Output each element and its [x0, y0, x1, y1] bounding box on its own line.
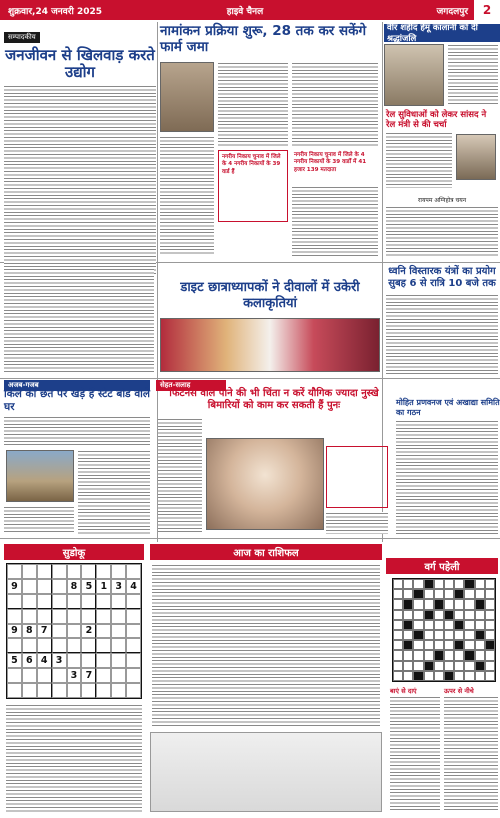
crossword-cell: [393, 579, 403, 589]
sudoku-cell: [81, 653, 96, 668]
sudoku-cell: [81, 638, 96, 653]
crossword-cell: [444, 589, 454, 599]
sudoku-cell: [111, 638, 126, 653]
crossword-cell: [475, 579, 485, 589]
lead-callout-secondary: नगरीय निकाय चुनाव में जिले के 4 नगरीय निकायों के 39 वार्डों में 41 हजार 139 मतदाता: [294, 152, 367, 173]
crossword-cell: [434, 579, 444, 589]
sudoku-cell: [67, 624, 82, 639]
crossword-cell: [485, 599, 495, 609]
sudoku-cell: [81, 683, 96, 698]
crossword-cell: [434, 661, 444, 671]
crossword-cell: [475, 661, 485, 671]
crossword-cell: [403, 630, 413, 640]
lower-left-body-text: [78, 450, 150, 534]
crossword-cell: [413, 589, 423, 599]
sudoku-cell: [96, 609, 111, 624]
crossword-cell: [424, 661, 434, 671]
crossword-cell: [413, 630, 423, 640]
crossword-cell: [444, 620, 454, 630]
crossword-cell: [403, 599, 413, 609]
sudoku-cell: [111, 594, 126, 609]
crossword-cell: [424, 579, 434, 589]
crossword-cell: [393, 640, 403, 650]
sudoku-cell: 7: [37, 624, 52, 639]
sudoku-cell: [126, 683, 141, 698]
sudoku-cell: [126, 668, 141, 683]
crossword-cell: [454, 661, 464, 671]
crossword-cell: [454, 599, 464, 609]
crossword-cell: [403, 650, 413, 660]
right-lower-body-text: [396, 420, 498, 534]
edition-city: जगदलपुर: [436, 6, 468, 17]
lower-middle-body-text: [158, 418, 202, 534]
crossword-cell: [434, 630, 444, 640]
crossword-cell: [444, 579, 454, 589]
crossword-cell: [464, 630, 474, 640]
crossword-cell: [403, 661, 413, 671]
crossword-cell: [424, 620, 434, 630]
crossword-cell: [485, 671, 495, 681]
sudoku-cell: 8: [67, 579, 82, 594]
crossword-cell: [434, 599, 444, 609]
sudoku-cell: [52, 638, 67, 653]
sudoku-title: सुडोकू: [4, 544, 144, 560]
right-lower-headline: मोहित प्रणवनज एवं अखाद्या समिति का गठन: [396, 398, 500, 417]
sudoku-cell: [7, 564, 22, 579]
crossword-cell: [393, 589, 403, 599]
crossword-cell: [444, 661, 454, 671]
sudoku-cell: [96, 638, 111, 653]
crossword-cell: [434, 650, 444, 660]
crossword-cell: [475, 599, 485, 609]
sudoku-cell: 4: [126, 579, 141, 594]
lower-left-body-text: [4, 506, 74, 534]
crossword-cell: [464, 610, 474, 620]
sudoku-cell: [67, 594, 82, 609]
crossword-cell: [464, 671, 474, 681]
crossword-cell: [485, 630, 495, 640]
editorial-column: [4, 24, 156, 275]
crossword-cell: [393, 650, 403, 660]
crossword-cell: [454, 620, 464, 630]
sudoku-cell: [22, 683, 37, 698]
sudoku-cell: [96, 668, 111, 683]
crossword-cell: [413, 579, 423, 589]
sudoku-cell: [111, 683, 126, 698]
crossword-cell: [485, 620, 495, 630]
right-middle-body-text: [386, 294, 498, 374]
sudoku-grid: [6, 563, 142, 699]
right-middle-headline: ध्वनि विस्तारक यंत्रों का प्रयोग सुबह 6 से रात्रि 10 बजे तक: [388, 266, 496, 289]
crossword-cell: [444, 630, 454, 640]
crossword-cell: [485, 661, 495, 671]
sudoku-cell: [22, 609, 37, 624]
crossword-cell: [464, 589, 474, 599]
lead-photo: [160, 62, 214, 132]
sudoku-cell: [7, 594, 22, 609]
sudoku-cell: 5: [7, 653, 22, 668]
sudoku-cell: [22, 594, 37, 609]
crossword-cell: [434, 589, 444, 599]
sudoku-cell: [67, 638, 82, 653]
sudoku-cell: [52, 683, 67, 698]
right-top-body-text: [448, 44, 498, 106]
health-photo: [206, 438, 324, 530]
sudoku-cell: [96, 683, 111, 698]
across-clues: [390, 696, 440, 812]
crossword-cell: [413, 650, 423, 660]
sudoku-cell: [67, 564, 82, 579]
crossword-cell: [454, 579, 464, 589]
lower-middle-pullout: [326, 446, 388, 508]
sudoku-cell: [126, 564, 141, 579]
crossword-cell: [424, 640, 434, 650]
crossword-cell: [485, 579, 495, 589]
crossword-cell: [454, 650, 464, 660]
sudoku-cell: [22, 564, 37, 579]
lower-left-body-text: [4, 416, 150, 446]
crossword-cell: [464, 650, 474, 660]
sudoku-cell: [52, 564, 67, 579]
art-students-photo: [160, 318, 380, 372]
row-divider: [0, 378, 500, 379]
crossword-cell: [444, 671, 454, 681]
sudoku-cell: [96, 653, 111, 668]
crossword-cell: [475, 650, 485, 660]
editorial-continued-text: [4, 268, 154, 374]
crossword-title: वर्ग पहेली: [386, 558, 498, 574]
crossword-cell: [413, 671, 423, 681]
right-sub-headline: रेल सुविधाओं को लेकर सांसद ने रेल मंत्री से की चर्चा: [386, 110, 487, 131]
crossword-cell: [424, 650, 434, 660]
sudoku-cell: [126, 594, 141, 609]
crossword-cell: [454, 671, 464, 681]
row-divider: [0, 538, 500, 539]
crossword-cell: [413, 610, 423, 620]
sudoku-cell: [96, 564, 111, 579]
crossword-cell: [403, 620, 413, 630]
crossword-cell: [434, 671, 444, 681]
crossword-cell: [413, 661, 423, 671]
sudoku-cell: [22, 579, 37, 594]
sudoku-cell: [37, 594, 52, 609]
crossword-cell: [403, 579, 413, 589]
crossword-cell: [434, 640, 444, 650]
issue-date: शुक्रवार,24 जनवरी 2025: [8, 6, 102, 17]
crossword-cell: [393, 661, 403, 671]
sudoku-cell: 3: [52, 653, 67, 668]
crossword-cell: [464, 579, 474, 589]
sudoku-cell: [7, 683, 22, 698]
crossword-cell: [424, 610, 434, 620]
crossword-cell: [475, 589, 485, 599]
crossword-cell: [464, 620, 474, 630]
crossword-cell: [424, 630, 434, 640]
sudoku-cell: 7: [81, 668, 96, 683]
sudoku-cell: [7, 668, 22, 683]
sudoku-cell: [52, 594, 67, 609]
advertisement: [150, 732, 382, 812]
sudoku-cell: [67, 653, 82, 668]
crossword-cell: [485, 640, 495, 650]
sudoku-cell: 6: [22, 653, 37, 668]
crossword-cell: [485, 610, 495, 620]
crossword-cell: [413, 620, 423, 630]
lower-left-headline: किले की छत पर खड़े हैं स्टेट बांड वाले घर: [4, 388, 150, 413]
sudoku-cell: [111, 564, 126, 579]
horoscope-title: आज का राशिफल: [150, 544, 382, 560]
middle-headline: डाइट छात्राध्यापकों ने दीवालों में उकेरी कलाकृतियां: [180, 280, 360, 311]
sudoku-cell: [52, 609, 67, 624]
lead-body-text: [160, 136, 214, 256]
section-label-sehat-salah: सेहत-सलाह: [156, 380, 226, 391]
crossword-cell: [434, 610, 444, 620]
crossword-cell: [393, 610, 403, 620]
crossword-cell: [454, 630, 464, 640]
crossword-cell: [464, 661, 474, 671]
sudoku-cell: 9: [7, 579, 22, 594]
sudoku-cell: [52, 668, 67, 683]
sudoku-cell: 4: [37, 653, 52, 668]
sudoku-cell: [96, 624, 111, 639]
crossword-cell: [475, 610, 485, 620]
sudoku-cell: [7, 638, 22, 653]
crossword-cell: [475, 630, 485, 640]
crossword-cell: [475, 620, 485, 630]
sudoku-cell: [81, 594, 96, 609]
crossword-cell: [454, 589, 464, 599]
sudoku-cell: [111, 609, 126, 624]
sudoku-cell: [37, 668, 52, 683]
portrait-caption: रायपम अग्निहोत्र चयन: [417, 197, 467, 204]
sudoku-cell: [126, 638, 141, 653]
crossword-cell: [413, 599, 423, 609]
memorial-photo: [384, 44, 444, 106]
right-top-headline: वीर शहीद हेमू कालानी को दी श्रद्धांजलि: [384, 24, 500, 42]
crossword-cell: [393, 630, 403, 640]
lead-body-text: [292, 186, 378, 256]
down-clues: [444, 696, 498, 812]
section-label-ajab-gajab: अजब-गजब: [4, 380, 150, 391]
sudoku-cell: [126, 624, 141, 639]
crossword-cell: [424, 589, 434, 599]
sudoku-cell: [126, 609, 141, 624]
crossword-cell: [393, 620, 403, 630]
sudoku-cell: [7, 609, 22, 624]
right-body-text: [386, 206, 498, 258]
crossword-cell: [403, 589, 413, 599]
sudoku-cell: [81, 564, 96, 579]
horoscope-text: [152, 564, 380, 728]
crossword-cell: [444, 610, 454, 620]
crossword-cell: [454, 640, 464, 650]
right-body-text: [386, 132, 452, 188]
crossword-cell: [403, 671, 413, 681]
sudoku-cell: [37, 579, 52, 594]
sudoku-cell: 3: [111, 579, 126, 594]
sudoku-cell: 1: [96, 579, 111, 594]
newspaper-name: हाइवे चैनल: [226, 6, 264, 17]
sudoku-cell: 5: [81, 579, 96, 594]
crossword-cell: [434, 620, 444, 630]
down-clues-label: ऊपर से नीचे: [444, 687, 474, 695]
sudoku-cell: 3: [67, 668, 82, 683]
crossword-cell: [454, 610, 464, 620]
sudoku-cell: 8: [22, 624, 37, 639]
lower-middle-headline: फिटनेस वाले पाने की भी चिंता न करें यौगिक ज्यादा नुस्खे बिमारियों को काम कर सकती हैं पुनः: [169, 388, 379, 411]
sudoku-cell: [111, 653, 126, 668]
crossword-grid: [392, 578, 496, 682]
crossword-cell: [424, 599, 434, 609]
page-number: 2: [474, 0, 500, 20]
sudoku-cell: [126, 653, 141, 668]
crossword-cell: [403, 610, 413, 620]
sudoku-cell: [111, 668, 126, 683]
crossword-cell: [475, 640, 485, 650]
crossword-cell: [403, 640, 413, 650]
editorial-title: जनजीवन से खिलवाड़ करते उद्योग: [5, 46, 155, 82]
crossword-cell: [413, 640, 423, 650]
lead-callout: नगरीय निकाय चुनाव में जिले के 4 नगरीय निकायों के 39 वार्ड हैं: [218, 150, 288, 222]
crossword-cell: [444, 599, 454, 609]
sudoku-cell: [67, 609, 82, 624]
crossword-cell: [464, 640, 474, 650]
crossword-cell: [424, 671, 434, 681]
sudoku-cell: [111, 624, 126, 639]
fort-photo: [6, 450, 74, 502]
sudoku-cell: [37, 638, 52, 653]
sudoku-cell: [96, 594, 111, 609]
sudoku-cell: 2: [81, 624, 96, 639]
sudoku-cell: [37, 683, 52, 698]
lead-body-text: [218, 62, 288, 146]
crossword-cell: [393, 599, 403, 609]
sudoku-cell: 9: [7, 624, 22, 639]
crossword-cell: [485, 650, 495, 660]
crossword-cell: [485, 589, 495, 599]
lower-middle-body-text: [326, 512, 388, 534]
crossword-cell: [464, 599, 474, 609]
crossword-cell: [444, 640, 454, 650]
sudoku-cell: [67, 683, 82, 698]
lead-body-text: [292, 62, 378, 146]
sudoku-cell: [22, 638, 37, 653]
lead-headline: नामांकन प्रक्रिया शुरू, 28 तक कर सकेंगे फार्म जमा: [160, 23, 367, 55]
crossword-cell: [444, 650, 454, 660]
sudoku-cell: [52, 579, 67, 594]
across-clues-label: बाएं से दाएं: [390, 687, 417, 695]
crossword-cell: [475, 671, 485, 681]
editorial-tag: सम्पादकीय: [4, 32, 40, 43]
portrait-photo: [456, 134, 496, 180]
crossword-cell: [393, 671, 403, 681]
sudoku-cell: [22, 668, 37, 683]
editorial-body-text: [4, 85, 156, 275]
sudoku-cell: [81, 609, 96, 624]
sudoku-instructions: [6, 704, 142, 812]
sudoku-cell: [37, 609, 52, 624]
masthead: [0, 0, 500, 20]
sudoku-cell: [52, 624, 67, 639]
sudoku-cell: [37, 564, 52, 579]
